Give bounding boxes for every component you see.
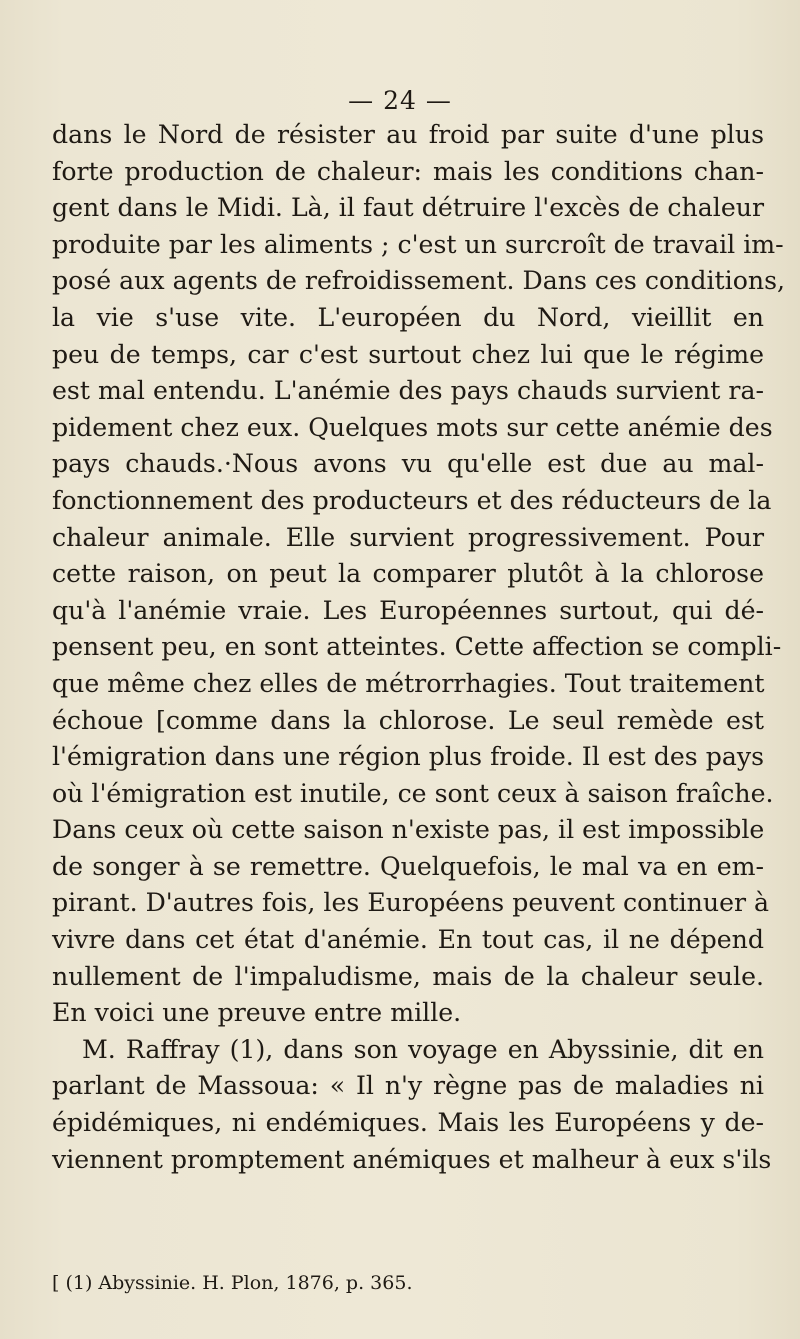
text-line: M. Raffray (1), dans son voyage en Abyssinie, dit en bbox=[82, 1034, 764, 1064]
body-text bbox=[52, 117, 786, 1178]
text-line: peu de temps, car c'est surtout chez lui que le régime bbox=[52, 339, 764, 369]
text-line: nullement de l'impaludisme, mais de la chaleur seule. bbox=[52, 961, 764, 991]
text-line: la vie s'use vite. L'européen du Nord, vieillit en bbox=[52, 302, 764, 332]
text-line: cette raison, on peut la comparer plutôt à la chlorose bbox=[52, 559, 764, 589]
footnote: [ (1) Abyssinie. H. Plon, 1876, p. 365. bbox=[52, 1272, 413, 1294]
text-line: posé aux agents de refroidissement. Dans ces conditions, bbox=[52, 266, 786, 296]
text-line: qu'à l'anémie vraie. Les Européennes surtout, qui dé- bbox=[52, 595, 764, 625]
text-line: l'émigration dans une région plus froide. Il est des pays bbox=[52, 742, 764, 772]
text-line: chaleur animale. Elle survient progressivement. Pour bbox=[52, 522, 764, 552]
text-line: forte production de chaleur: mais les conditions chan- bbox=[52, 156, 764, 186]
text-line: que même chez elles de métrorrhagies. Tout traitement bbox=[52, 668, 765, 698]
text-line: produite par les aliments ; c'est un surcroît de travail im- bbox=[52, 229, 784, 259]
text-line: parlant de Massoua: « Il n'y règne pas de maladies ni bbox=[52, 1071, 764, 1101]
text-line: dans le Nord de résister au froid par suite d'une plus bbox=[52, 120, 764, 149]
text-line: échoue [comme dans la chlorose. Le seul remède est bbox=[52, 705, 764, 735]
text-line: est mal entendu. L'anémie des pays chauds survient ra- bbox=[52, 376, 764, 406]
text-line: de songer à se remettre. Quelquefois, le mal va en em- bbox=[52, 851, 764, 881]
text-line: épidémiques, ni endémiques. Mais les Européens y de- bbox=[52, 1108, 764, 1138]
text-line: pensent peu, en sont atteintes. Cette affection se compli- bbox=[52, 632, 782, 662]
text-line: viennent promptement anémiques et malheur à eux s'ils bbox=[52, 1144, 772, 1174]
text-line: pays chauds.·Nous avons vu qu'elle est due au mal- bbox=[52, 449, 764, 479]
page-number: — 24 — bbox=[348, 86, 452, 115]
text-line: pirant. D'autres fois, les Européens peuvent continuer à bbox=[52, 888, 770, 918]
text-line: où l'émigration est inutile, ce sont ceux à saison fraîche. bbox=[52, 778, 774, 808]
text-line: pidement chez eux. Quelques mots sur cette anémie des bbox=[52, 412, 773, 442]
text-line: fonctionnement des producteurs et des réducteurs de la bbox=[52, 485, 772, 515]
text-line: vivre dans cet état d'anémie. En tout cas, il ne dépend bbox=[52, 925, 764, 955]
text-line: En voici une preuve entre mille. bbox=[52, 998, 462, 1028]
text-line: Dans ceux où cette saison n'existe pas, il est impossible bbox=[52, 815, 765, 845]
text-line: gent dans le Midi. Là, il faut détruire l'excès de chaleur bbox=[52, 193, 764, 223]
